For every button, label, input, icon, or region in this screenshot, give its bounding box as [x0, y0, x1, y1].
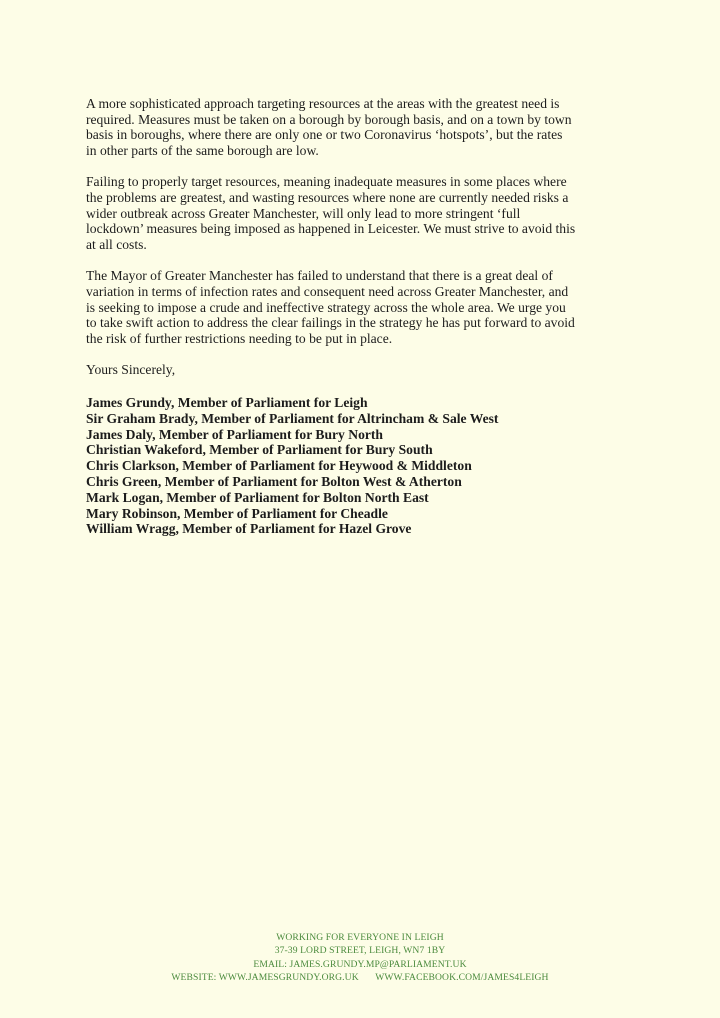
footer-facebook: WWW.FACEBOOK.COM/JAMES4LEIGH — [375, 972, 549, 984]
closing-salutation: Yours Sincerely, — [86, 362, 176, 378]
signatory-item: Chris Green, Member of Parliament for Bolton West & Atherton — [86, 474, 462, 490]
footer-address: 37-39 LORD STREET, LEIGH, WN7 1BY — [274, 945, 446, 957]
footer-slogan: WORKING FOR EVERYONE IN LEIGH — [276, 932, 444, 943]
signatory-item: Christian Wakeford, Member of Parliament for Bury South — [86, 442, 433, 458]
signatory-item: Sir Graham Brady, Member of Parliament for Altrincham & Sale West — [86, 410, 499, 426]
letterhead-footer — [0, 931, 720, 985]
paragraph-failing-to-target: Failing to properly target resources, meaning inadequate measures in some places where the problems are greatest, and wasting resources where none are currently needed risks a wider outbreak across Greater Manchester, will only lead to more stringent ‘full lockdown’ measures being imposed as happened in Leicester. We must strive to avoid this at all costs. — [86, 174, 576, 253]
signatory-item: William Wragg, Member of Parliament for Hazel Grove — [86, 521, 412, 537]
signatory-item: James Grundy, Member of Parliament for Leigh — [86, 395, 368, 411]
signatory-item: Mark Logan, Member of Parliament for Bolton North East — [86, 489, 429, 505]
signatory-item: Chris Clarkson, Member of Parliament for Heywood & Middleton — [86, 458, 472, 474]
footer-website: WEBSITE: WWW.JAMESGRUNDY.ORG.UK — [171, 972, 359, 984]
signatory-item: Mary Robinson, Member of Parliament for Cheadle — [86, 505, 388, 521]
paragraph-mayor-failed: The Mayor of Greater Manchester has failed to understand that there is a great deal of variation in terms of infection rates and consequent need across Greater Manchester, and is seeking to impose a crude and ineffective strategy across the whole area. We urge you to take swift action to address the clear failings in the strategy he has put forward to avoid the risk of further restrictions needing to be put in place. — [86, 268, 575, 347]
paragraph-targeting-resources: A more sophisticated approach targeting resources at the areas with the greatest need is required. Measures must be taken on a borough by borough basis, and on a town by town basis in boroughs, where there are only one or two Coronavirus ‘hotspots’, but the rates in other parts of the same borough are low. — [86, 96, 572, 159]
signatory-item: James Daly, Member of Parliament for Bury North — [86, 426, 383, 442]
signatory-list — [86, 395, 646, 537]
footer-web-row — [0, 971, 720, 984]
letter-body — [86, 96, 646, 537]
footer-email: EMAIL: JAMES.GRUNDY.MP@PARLIAMENT.UK — [253, 958, 467, 970]
